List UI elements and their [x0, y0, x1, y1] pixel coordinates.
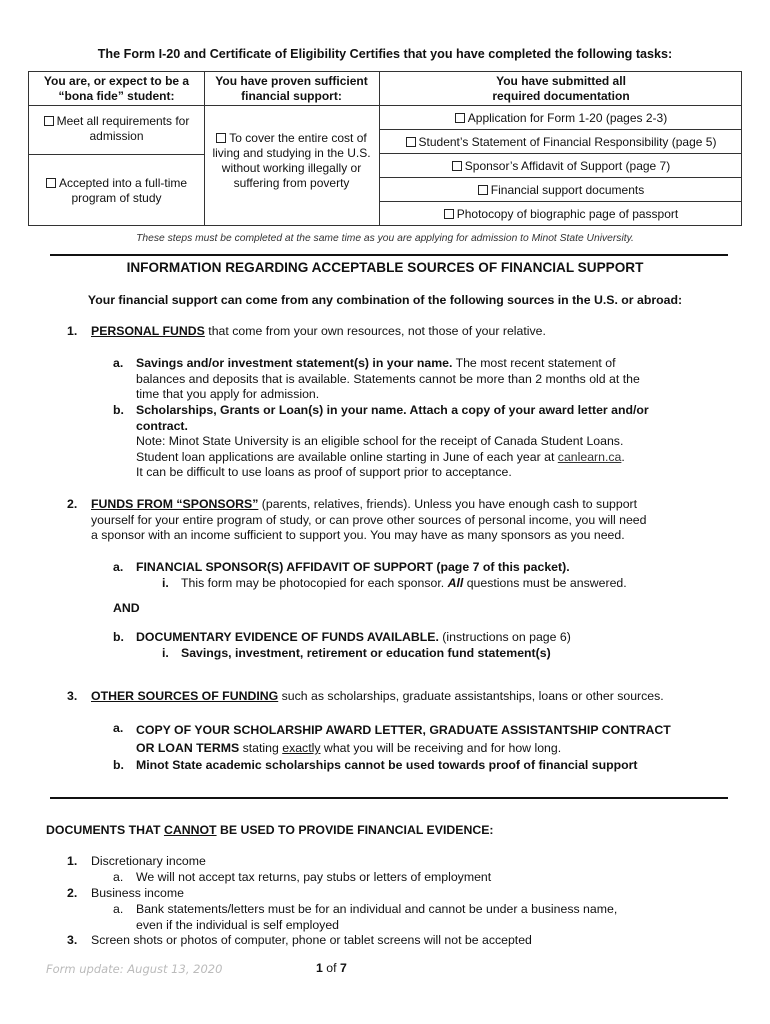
- item-text: that come from your own resources, not those of your relative.: [204, 324, 546, 338]
- sub-sub-label: i.: [162, 576, 169, 590]
- certification-table: [28, 71, 742, 226]
- sub-sub-item-photocopy: [181, 576, 627, 592]
- item-personal-funds: [91, 324, 546, 340]
- checkbox-item-passport: [383, 207, 739, 222]
- sub-label: b.: [113, 630, 124, 644]
- item-number: 2.: [67, 886, 78, 900]
- section-intro: Your financial support can come from any combination of the following sources in the U.S. or abroad:: [87, 293, 683, 307]
- checkbox-label: Application for Form 1-20 (pages 2-3): [467, 111, 668, 125]
- sub-item-tax-returns: We will not accept tax returns, pay stubs or letters of employment: [136, 870, 492, 884]
- sub-sub-label: i.: [162, 646, 169, 660]
- checkbox-icon[interactable]: [455, 113, 465, 123]
- sub-item-savings: [136, 356, 736, 403]
- checkbox-icon[interactable]: [406, 137, 416, 147]
- canlearn-link[interactable]: canlearn.ca: [557, 449, 622, 464]
- sub-text: Student loan applications are available online starting in June of each year at: [136, 449, 558, 464]
- and-label: AND: [113, 601, 140, 615]
- item-text: a sponsor with an income sufficient to support you. You may have as many sponsors as you need.: [91, 528, 625, 542]
- checkbox-label: Financial support documents: [490, 183, 645, 197]
- sub-text: stating: [239, 741, 283, 755]
- page-of: of: [322, 961, 340, 975]
- sub-text: Note: Minot State University is an eligible school for the receipt of Canada Student Loans.: [136, 434, 624, 448]
- divider: [50, 797, 728, 799]
- item-sponsors: [91, 497, 741, 544]
- emphasis: All: [447, 576, 464, 590]
- item-business-income: Business income: [91, 886, 184, 900]
- checkbox-icon[interactable]: [452, 161, 462, 171]
- checkbox-icon[interactable]: [444, 209, 454, 219]
- item-number: 3.: [67, 689, 78, 703]
- table-note: These steps must be completed at the same time as you are applying for admission to Minot State University.: [136, 233, 634, 244]
- sub-text: .: [621, 449, 625, 464]
- heading-emphasis: CANNOT: [163, 823, 217, 837]
- checkbox-icon[interactable]: [46, 178, 56, 188]
- checkbox-label: Accepted into a full-time program of study: [58, 176, 188, 205]
- col3-header: [383, 74, 739, 104]
- sub-title: Savings and/or investment statement(s) in your name.: [136, 356, 453, 370]
- sub-text: what you will be receiving and for how long.: [320, 741, 562, 755]
- checkbox-item-application: [383, 111, 739, 126]
- checkbox-label: To cover the entire cost of living and studying in the U.S. without working illegally or suffering from poverty: [212, 131, 371, 190]
- underlined-text: exactly: [282, 741, 321, 755]
- col3-header-line1: You have submitted all: [496, 74, 626, 88]
- item-text: (parents, relatives, friends). Unless you have enough cash to support: [258, 497, 638, 511]
- checkbox-label: Meet all requirements for admission: [56, 114, 190, 143]
- sub-item-affidavit: FINANCIAL SPONSOR(S) AFFIDAVIT OF SUPPORT (page 7 of this packet).: [136, 560, 570, 574]
- checkbox-icon[interactable]: [44, 116, 54, 126]
- item-number: 2.: [67, 497, 78, 511]
- item-other-sources: [91, 689, 664, 705]
- sub-text: time that you apply for admission.: [136, 387, 320, 401]
- heading-text: DOCUMENTS THAT: [46, 823, 164, 837]
- sub-title: Scholarships, Grants or Loan(s) in your name. Attach a copy of your award letter and/or: [136, 403, 649, 417]
- sub-title: contract.: [136, 418, 188, 433]
- sub-item-msu-scholarships: Minot State academic scholarships cannot be used towards proof of financial support: [136, 758, 638, 772]
- item-number: 1.: [67, 324, 78, 338]
- heading-text: BE USED TO PROVIDE FINANCIAL EVIDENCE:: [216, 823, 494, 837]
- col1-header: You are, or expect to be a “bona fide” student:: [43, 74, 190, 103]
- checkbox-label: Photocopy of biographic page of passport: [456, 207, 679, 221]
- page-current: 1: [316, 961, 323, 975]
- sub-text: It can be difficult to use loans as proof of support prior to acceptance.: [136, 465, 512, 479]
- checkbox-icon[interactable]: [216, 133, 226, 143]
- section-heading-cannot: [46, 823, 494, 839]
- sub-label: a.: [113, 902, 124, 916]
- item-screenshots: Screen shots or photos of computer, phone or tablet screens will not be accepted: [91, 933, 532, 947]
- item-title: PERSONAL FUNDS: [91, 324, 205, 338]
- sub-label: a.: [113, 721, 124, 735]
- sub-label: b.: [113, 403, 124, 417]
- item-number: 1.: [67, 854, 78, 868]
- sub-title: DOCUMENTARY EVIDENCE OF FUNDS AVAILABLE.: [136, 630, 439, 644]
- checkbox-item-admission: [43, 114, 190, 144]
- page-number: [316, 961, 347, 977]
- checkbox-label: Student’s Statement of Financial Responsibility (page 5): [418, 135, 717, 149]
- checkbox-item-affidavit: [383, 159, 739, 174]
- sub-item-bank-statements: [136, 902, 736, 933]
- item-discretionary-income: Discretionary income: [91, 854, 206, 868]
- sub-item-award-letter: [136, 721, 736, 757]
- item-title: OTHER SOURCES OF FUNDING: [91, 689, 279, 703]
- page-total: 7: [339, 961, 347, 975]
- form-update-date: Form update: August 13, 2020: [46, 962, 223, 976]
- sub-label: a.: [113, 356, 124, 370]
- checkbox-item-statement: [383, 135, 739, 150]
- item-text: yourself for your entire program of study, or can prove other sources of personal income, you will need: [91, 512, 647, 527]
- section-heading-sources: INFORMATION REGARDING ACCEPTABLE SOURCES OF FINANCIAL SUPPORT: [126, 260, 644, 275]
- checkbox-icon[interactable]: [478, 185, 488, 195]
- sub-title: COPY OF YOUR SCHOLARSHIP AWARD LETTER, GRADUATE ASSISTANTSHIP CONTRACT: [136, 723, 671, 737]
- page-title: The Form I-20 and Certificate of Eligibility Certifies that you have completed the following tasks:: [97, 47, 673, 61]
- sub-text: The most recent statement of: [452, 356, 616, 370]
- checkbox-item-support-docs: [383, 183, 739, 198]
- item-title: FUNDS FROM “SPONSORS”: [91, 497, 259, 511]
- sub-text: Bank statements/letters must be for an individual and cannot be under a business name,: [136, 902, 618, 916]
- sub-label: a.: [113, 560, 124, 574]
- item-text: such as scholarships, graduate assistantships, loans or other sources.: [278, 689, 664, 703]
- divider: [50, 254, 728, 256]
- sub-sub-item-statements: Savings, investment, retirement or education fund statement(s): [181, 646, 551, 660]
- sub-title: OR LOAN TERMS: [136, 741, 240, 755]
- sub-item-scholarships: [136, 403, 736, 481]
- checkbox-item-fulltime: [35, 176, 198, 206]
- sub-text: questions must be answered.: [463, 576, 627, 590]
- sub-text: balances and deposits that is available. Statements cannot be more than 2 months old at the: [136, 371, 640, 386]
- col2-header: You have proven sufficient financial support:: [215, 74, 368, 103]
- sub-text: This form may be photocopied for each sponsor.: [181, 576, 448, 590]
- checkbox-label: Sponsor’s Affidavit of Support (page 7): [464, 159, 671, 173]
- checkbox-item-financial: [208, 131, 375, 191]
- sub-label: a.: [113, 870, 124, 884]
- sub-label: b.: [113, 758, 124, 772]
- sub-item-documentary: [136, 630, 571, 646]
- item-number: 3.: [67, 933, 78, 947]
- sub-text: even if the individual is self employed: [136, 917, 340, 932]
- sub-text: (instructions on page 6): [438, 630, 571, 644]
- col3-header-line2: required documentation: [492, 89, 630, 103]
